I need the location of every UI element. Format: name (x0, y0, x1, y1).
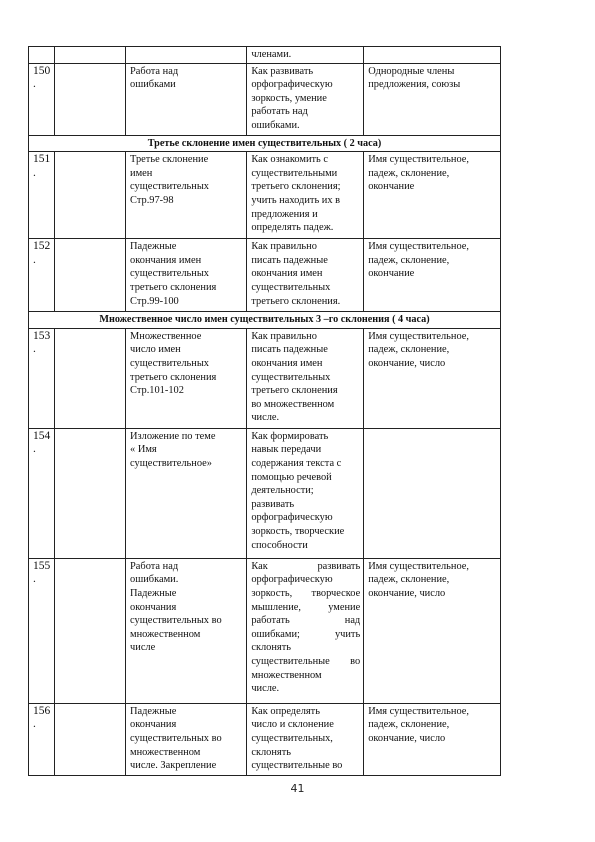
cell-concepts: Имя существительное, падеж, склонение, окончание, число (364, 328, 501, 428)
cell-date (55, 328, 126, 428)
table-row (29, 428, 501, 558)
cell-topic: Третье склонение имен существительных Стр.97-98 (126, 152, 247, 239)
cell-question: Как развивать орфографическую зоркость, творческое мышление, умение работать над ошибками; учить склонять существительные во множественном числе. (247, 558, 364, 703)
cell-date (55, 239, 126, 312)
cell-num (29, 47, 55, 64)
cell-num: 153 . (29, 328, 55, 428)
table-row (29, 47, 501, 64)
cell-question: Как правильно писать падежные окончания имен существительных третьего склонения. (247, 239, 364, 312)
lesson-plan-table (28, 46, 501, 776)
cell-question: Как ознакомить с существительными третьего склонения; учить находить их в предложения и определять падеж. (247, 152, 364, 239)
cell-topic: Множественное число имен существительных третьего склонения Стр.101-102 (126, 328, 247, 428)
cell-date (55, 152, 126, 239)
cell-num: 155 . (29, 558, 55, 703)
cell-date (55, 558, 126, 703)
cell-question: Как развивать орфографическую зоркость, умение работать над ошибками. (247, 63, 364, 135)
cell-topic: Работа над ошибками. Падежные окончания существительных во множественном числе (126, 558, 247, 703)
cell-num: 151 . (29, 152, 55, 239)
table-row (29, 328, 501, 428)
cell-date (55, 63, 126, 135)
cell-topic: Работа над ошибками (126, 63, 247, 135)
cell-num: 154 . (29, 428, 55, 558)
cell-concepts (364, 47, 501, 64)
section-row (29, 312, 501, 329)
cell-date (55, 703, 126, 775)
cell-concepts: Однородные члены предложения, союзы (364, 63, 501, 135)
cell-concepts: Имя существительное, падеж, склонение, окончание (364, 239, 501, 312)
cell-num: 152 . (29, 239, 55, 312)
cell-topic (126, 47, 247, 64)
cell-question: Как определять число и склонение существительных, склонять существительные во (247, 703, 364, 775)
cell-concepts: Имя существительное, падеж, склонение, окончание, число (364, 558, 501, 703)
section-row (29, 135, 501, 152)
cell-num: 156 . (29, 703, 55, 775)
cell-concepts: Имя существительное, падеж, склонение, окончание (364, 152, 501, 239)
cell-num: 150 . (29, 63, 55, 135)
cell-topic: Падежные окончания имен существительных третьего склонения Стр.99-100 (126, 239, 247, 312)
cell-question: членами. (247, 47, 364, 64)
cell-topic: Падежные окончания существительных во множественном числе. Закрепление (126, 703, 247, 775)
cell-question: Как правильно писать падежные окончания имен существительных третьего склонения во множественном числе. (247, 328, 364, 428)
table-row (29, 63, 501, 135)
table-row (29, 703, 501, 775)
table-row (29, 152, 501, 239)
cell-topic: Изложение по теме « Имя существительное» (126, 428, 247, 558)
section-heading: Третье склонение имен существительных ( 2 часа) (29, 135, 501, 152)
table-row (29, 239, 501, 312)
cell-concepts: Имя существительное, падеж, склонение, окончание, число (364, 703, 501, 775)
section-heading: Множественное число имен существительных 3 –го склонения ( 4 часа) (29, 312, 501, 329)
cell-question: Как формировать навык передачи содержания текста с помощью речевой деятельности; развивать орфографическую зоркость, творческие способности (247, 428, 364, 558)
cell-date (55, 47, 126, 64)
table-row (29, 558, 501, 703)
cell-date (55, 428, 126, 558)
page-number: 41 (290, 782, 305, 795)
cell-concepts (364, 428, 501, 558)
